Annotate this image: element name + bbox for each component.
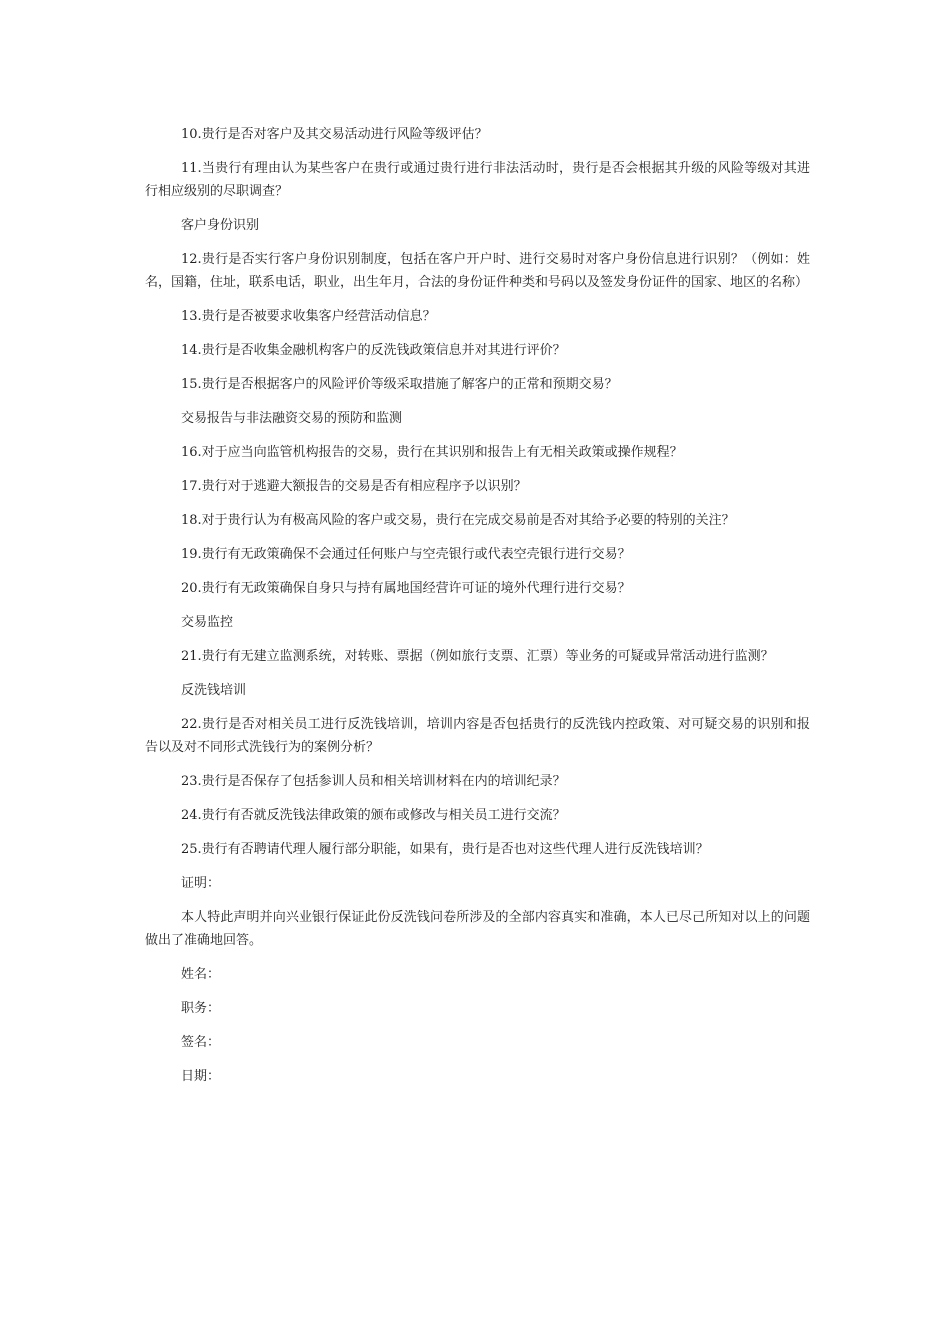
question-21: 21.贵行有无建立监测系统，对转账、票据（例如旅行支票、汇票）等业务的可疑或异常活动进行监测？ (181, 649, 774, 664)
question-24: 24.贵行有否就反洗钱法律政策的颁布或修改与相关员工进行交流？ (181, 808, 566, 823)
certification-statement: 本人特此声明并向兴业银行保证此份反洗钱问卷所涉及的全部内容真实和准确，本人已尽己所知对以上的问题做出了准确地回答。 (145, 910, 810, 948)
question-25: 25.贵行有否聘请代理人履行部分职能，如果有，贵行是否也对这些代理人进行反洗钱培训？ (181, 842, 709, 857)
question-20: 20.贵行有无政策确保自身只与持有属地国经营许可证的境外代理行进行交易？ (181, 581, 631, 596)
question-11: 11.当贵行有理由认为某些客户在贵行或通过贵行进行非法活动时，贵行是否会根据其升级的风险等级对其进行相应级别的尽职调查？ (145, 161, 810, 199)
name-field-label: 姓名： (181, 967, 221, 982)
section-heading-transaction-reporting: 交易报告与非法融资交易的预防和监测 (181, 411, 403, 426)
question-12: 12.贵行是否实行客户身份识别制度，包括在客户开户时、进行交易时对客户身份信息进行识别？（例如：姓名，国籍，住址，联系电话，职业，出生年月，合法的身份证件种类和号码以及签发身份证件的国家、地区的名称） (145, 252, 810, 290)
question-16: 16.对于应当向监管机构报告的交易，贵行在其识别和报告上有无相关政策或操作规程？ (181, 445, 683, 460)
section-heading-customer-identification: 客户身份识别 (181, 218, 260, 233)
date-field-label: 日期： (181, 1069, 221, 1084)
title-field-label: 职务： (181, 1001, 221, 1016)
question-10: 10.贵行是否对客户及其交易活动进行风险等级评估？ (181, 127, 488, 142)
question-19: 19.贵行有无政策确保不会通过任何账户与空壳银行或代表空壳银行进行交易？ (181, 547, 631, 562)
question-13: 13.贵行是否被要求收集客户经营活动信息？ (181, 309, 436, 324)
section-heading-aml-training: 反洗钱培训 (181, 683, 247, 698)
section-heading-transaction-monitoring: 交易监控 (181, 615, 234, 630)
signature-field-label: 签名： (181, 1035, 221, 1050)
question-22: 22.贵行是否对相关员工进行反洗钱培训，培训内容是否包括贵行的反洗钱内控政策、对可疑交易的识别和报告以及对不同形式洗钱行为的案例分析？ (145, 717, 810, 755)
question-23: 23.贵行是否保存了包括参训人员和相关培训材料在内的培训纪录？ (181, 774, 566, 789)
question-18: 18.对于贵行认为有极高风险的客户或交易，贵行在完成交易前是否对其给予必要的特别的关注？ (181, 513, 735, 528)
section-heading-certification: 证明： (181, 876, 221, 891)
question-14: 14.贵行是否收集金融机构客户的反洗钱政策信息并对其进行评价？ (181, 343, 566, 358)
document-body (145, 123, 810, 1099)
question-17: 17.贵行对于逃避大额报告的交易是否有相应程序予以识别？ (181, 479, 527, 494)
question-15: 15.贵行是否根据客户的风险评价等级采取措施了解客户的正常和预期交易？ (181, 377, 618, 392)
